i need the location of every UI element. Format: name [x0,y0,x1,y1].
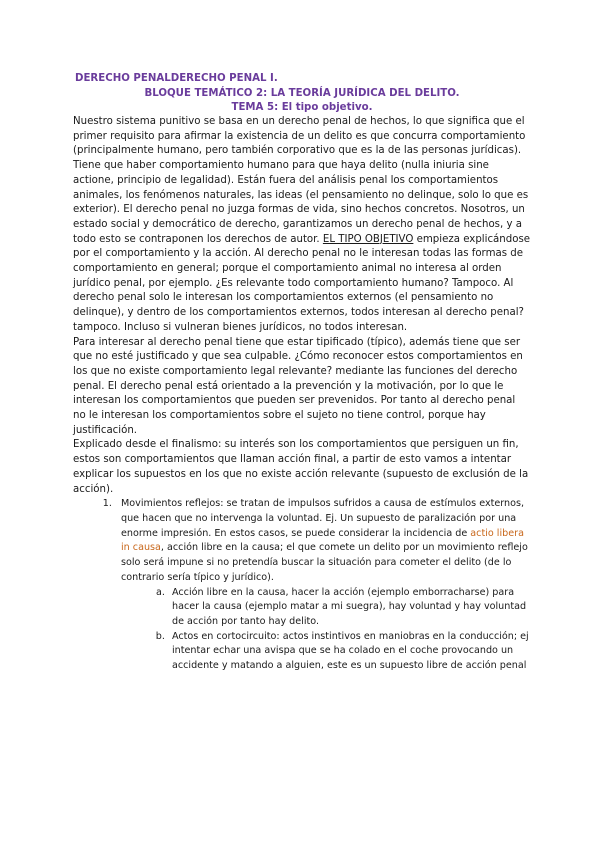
paragraph-1-text-b: empieza explicándose por el comportamiento y la acción. Al derecho penal no le interesan todas las formas de comportamiento en general; porque el comportamiento animal no interesa al orden jurídico penal, por ejemplo. ¿Es relevante todo comportamiento humano? Tampoco. Al derecho penal solo le interesan los comportamientos externos (el pensamiento no delinque), y dentro de los comportamientos externos, todos interesan al derecho penal? tampoco. Incluso si vulneran bienes jurídicos, no todos interesan. [73,233,531,333]
paragraph-1 [73,115,531,336]
actio-libera-term: actio libera in causa [121,527,524,554]
list-item-1-text-b: , acción libre en la causa; el que comete un delito por un movimiento reflejo solo será impune si no pretendía buscar la situación para cometer el delito (de lo contrario sería típico y jurídico). [121,542,528,583]
block-title: BLOQUE TEMÁTICO 2: LA TEORÍA JURÍDICA DEL DELITO. [144,88,460,99]
document-page [73,72,531,674]
course-title: DERECHO PENALDERECHO PENAL I. [75,73,278,84]
paragraph-2: Para interesar al derecho penal tiene que estar tipificado (típico), además tiene que ser que no esté justificado y que sea culpable. ¿Cómo reconocer estos comportamientos en los que no existe comportamiento legal relevante? mediante las funciones del derecho penal. El derecho penal está orientado a la prevención y la motivación, por lo que le interesan los comportamientos que pueden ser prevenidos. Por tanto al derecho penal no le interesan los comportamientos sobre el sujeto no tiene control, porque hay justificación. [73,336,523,436]
sub-list-item-a: a. Acción libre en la causa, hacer la acción (ejemplo emborracharse) para hacer la causa (ejemplo matar a mi suegra), hay voluntad y hay voluntad de acción por tanto hay delito. [168,586,531,630]
sub-list-item-b: b. Actos en cortocircuito: actos instintivos en maniobras en la conducción; ej intentar echar una avispa que se ha colado en el coche provocando un accidente y matando a alguien, este es un supuesto libre de acción penal [168,630,531,674]
sub-list [121,586,531,674]
list-item-1-text-a: Movimientos reflejos: se tratan de impulsos sufridos a causa de estímulos externos, que hacen que no intervenga la voluntad. Ej. Un supuesto de paralización por una enorme impresión. En estos casos, se puede considerar la incidencia de [121,498,525,539]
paragraph-3: Explicado desde el finalismo: su interés son los comportamientos que persiguen un fin, estos son comportamientos que llaman acción final, a partir de esto vamos a intentar explicar los supuestos en los que no existe acción relevante (supuesto de exclusión de la acción). [73,439,529,495]
list-item [115,497,531,673]
paragraph-1-text-a: Nuestro sistema punitivo se basa en un derecho penal de hechos, lo que significa que el primer requisito para afirmar la existencia de un delito es que concurra comportamiento (principalmente humano, pero también corporativo que es la de las personas jurídicas). Tiene que haber comportamiento humano para que haya delito (nulla iniuria sine actione, principio de legalidad). Están fuera del análisis penal los comportamientos animales, los fenómenos naturales, las ideas (el pensamiento no delinque, solo lo que es exterior). El derecho penal no juzga formas de vida, sino hechos concretos. Nosotros, un estado social y democrático de derecho, garantizamos un derecho penal de hechos, y a todo esto se contraponen los derechos de autor. [73,116,529,245]
tipo-objetivo-term: EL TIPO OBJETIVO [322,233,414,245]
numbered-list [73,497,531,673]
topic-title: TEMA 5: El tipo objetivo. [231,102,373,113]
